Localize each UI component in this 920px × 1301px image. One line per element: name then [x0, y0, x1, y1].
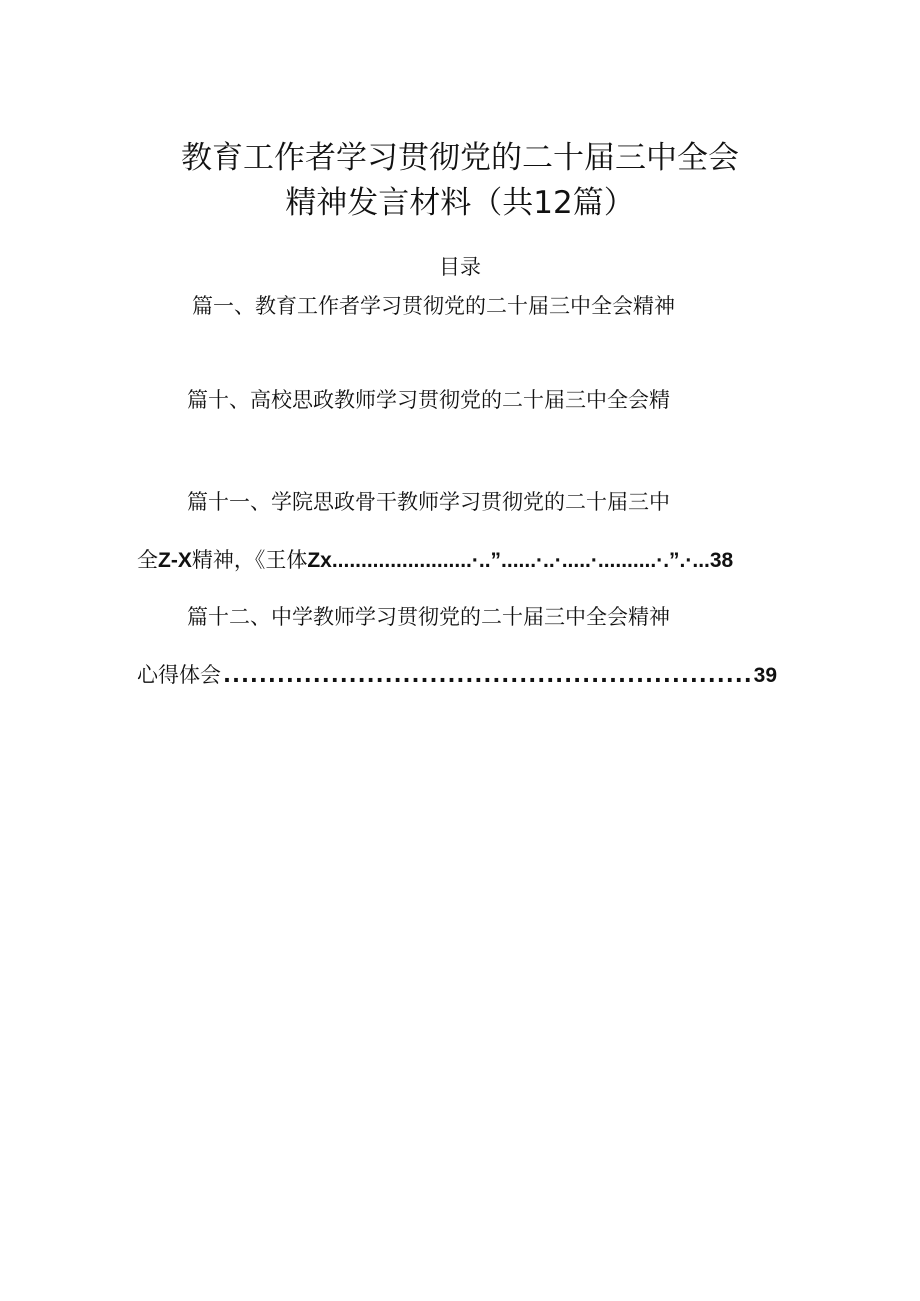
toc-entry-1[interactable]: 篇一、教育工作者学习贯彻党的二十届三中全会精神	[192, 294, 675, 318]
toc-entry-11-continuation[interactable]	[137, 546, 777, 575]
toc-dot-leader	[223, 661, 752, 689]
toc-entry-11-page-number: 38	[709, 549, 734, 572]
toc-entry-11-text-d: Zx	[307, 549, 332, 572]
document-title-line-1: 教育工作者学习贯彻党的二十届三中全会	[181, 140, 739, 176]
toc-entry-12-page-number: 39	[753, 664, 777, 687]
toc-entry-11-trail: ........................·..”......·..·.....·..........·.”.·...	[331, 549, 710, 572]
toc-entry-11-text-a: 全	[137, 548, 158, 572]
toc-entry-11[interactable]: 篇十一、学院思政骨干教师学习贯彻党的二十届三中	[187, 490, 670, 514]
toc-entry-12-text: 心得体会	[137, 663, 221, 687]
toc-heading: 目录	[439, 255, 481, 279]
document-title-line-2: 精神发言材料（共12篇）	[285, 185, 635, 221]
toc-entry-12-continuation[interactable]	[137, 661, 777, 690]
toc-entry-10[interactable]: 篇十、高校思政教师学习贯彻党的二十届三中全会精	[187, 388, 670, 412]
toc-entry-11-text-c: 精神，《王体	[191, 548, 308, 572]
toc-entry-12[interactable]: 篇十二、中学教师学习贯彻党的二十届三中全会精神	[187, 605, 670, 629]
toc-entry-11-text-b: Z-X	[158, 549, 192, 572]
